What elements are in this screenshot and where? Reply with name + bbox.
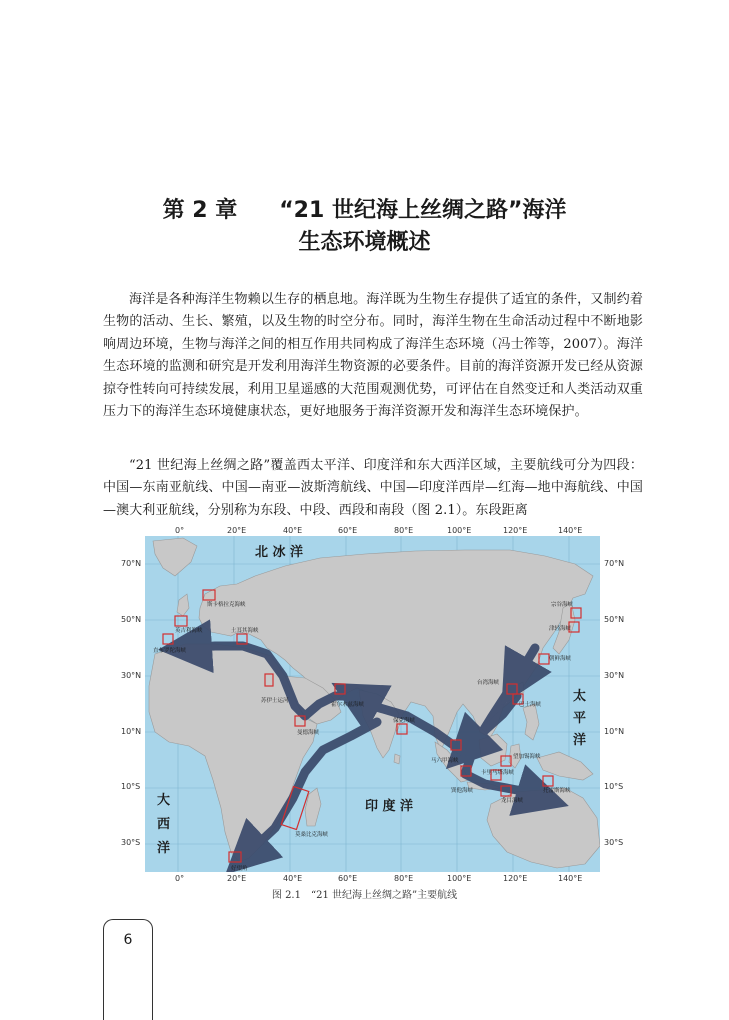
- lon-tick-top: 80°E: [394, 526, 414, 535]
- label-korea: 朝鲜海峡: [549, 656, 572, 662]
- label-hormuz: 霍尔木兹海峡: [331, 702, 365, 708]
- sri-lanka: [394, 754, 400, 764]
- label-bosphorus: 土耳其海峡: [231, 628, 259, 634]
- paragraph-2-text: “21 世纪海上丝绸之路”覆盖西太平洋、印度洋和东大西洋区域，主要航线可分为四段：中国—东南亚航线、中国—南亚—波斯湾航线、中国—印度洋西岸—红海—地中海航线、中国—澳大利亚航线，分别称为东段、中段、西段和南段（图 2.1）。东段距离: [103, 458, 643, 518]
- lon-tick-bottom: 60°E: [338, 874, 358, 883]
- label-mozambique: 莫桑比克海峡: [295, 832, 329, 838]
- label-torres: 托雷斯海峡: [543, 788, 571, 794]
- ocean-label-arctic: 北 冰 洋: [255, 545, 304, 560]
- madagascar: [305, 788, 321, 826]
- chapter-number: 第 2 章: [162, 198, 238, 223]
- lat-tick-left: 50°N: [121, 615, 142, 624]
- figure-caption: 图 2.1 “21 世纪海上丝绸之路”主要航线: [271, 890, 458, 901]
- lat-tick-right: 50°N: [604, 615, 625, 624]
- lat-tick-left: 10°S: [121, 782, 141, 791]
- chapter-title-text: “21 世纪海上丝绸之路”海洋: [279, 198, 567, 223]
- lon-tick-top: 0°: [175, 526, 185, 535]
- ocean-label-pacific-1: 太: [573, 689, 587, 704]
- chapter-title-line1: [0, 194, 729, 228]
- lat-tick-right: 30°S: [604, 838, 624, 847]
- label-tsugaru: 津轻海峡: [549, 626, 572, 632]
- philippines: [523, 704, 539, 740]
- ocean-label-atlantic-1: 大: [157, 793, 171, 808]
- route-map-figure: [145, 536, 600, 872]
- marker-english: [175, 616, 187, 626]
- lat-tick-left: 30°N: [121, 671, 142, 680]
- label-soya: 宗谷海峡: [551, 602, 574, 608]
- lon-tick-top: 100°E: [447, 526, 472, 535]
- ocean-label-indian: 印 度 洋: [365, 799, 414, 814]
- ocean-label-atlantic-3: 洋: [157, 841, 171, 856]
- label-taiwan: 台湾海峡: [477, 680, 500, 686]
- label-mandeb: 曼德海峡: [297, 730, 320, 736]
- lat-tick-left: 10°N: [121, 727, 142, 736]
- paragraph-1: [103, 289, 643, 423]
- label-lombok: 龙目海峡: [501, 798, 524, 804]
- lon-tick-top: 140°E: [558, 526, 583, 535]
- lon-tick-top: 20°E: [227, 526, 247, 535]
- lon-tick-top: 40°E: [283, 526, 303, 535]
- label-karimata: 卡里马塔海峡: [481, 770, 515, 776]
- label-makassar: 望加锡海峡: [513, 754, 541, 760]
- ocean-label-pacific-3: 洋: [573, 733, 587, 748]
- lat-tick-right: 30°N: [604, 671, 625, 680]
- chapter-title-line2: 生态环境概述: [298, 230, 431, 255]
- label-malacca: 马六甲海峡: [431, 758, 459, 764]
- label-gibraltar: 直布罗陀海峡: [153, 648, 187, 654]
- lat-tick-right: 10°N: [604, 727, 625, 736]
- label-palk: 保克海峡: [393, 718, 416, 724]
- lon-tick-bottom: 40°E: [283, 874, 303, 883]
- lat-tick-right: 70°N: [604, 559, 625, 568]
- page-number: 6: [123, 932, 133, 948]
- lon-tick-bottom: 100°E: [447, 874, 472, 883]
- paragraph-1-text: 海洋是各种海洋生物赖以生存的栖息地。海洋既为生物生存提供了适宜的条件，又制约着生物的活动、生长、繁殖，以及生物的时空分布。同时，海洋生物在生命活动过程中不断地影响周边环境，生物与海洋之间的相互作用共同构成了海洋生态环境（冯士筰等，2007）。海洋生态环境的监测和研究是开发利用海洋生物资源的必要条件。目前的海洋资源开发已经从资源掠夺性转向可持续发展，利用卫星遥感的大范围观测优势，可评估在自然变迁和人类活动双重压力下的海洋生态环境健康状态，更好地服务于海洋资源开发和海洋生态环境保护。: [103, 292, 643, 420]
- lat-tick-left: 30°S: [121, 838, 141, 847]
- label-goodhope: 好望角: [231, 866, 248, 872]
- lat-tick-left: 70°N: [121, 559, 142, 568]
- lon-tick-bottom: 120°E: [503, 874, 528, 883]
- lon-tick-top: 60°E: [338, 526, 358, 535]
- lon-tick-bottom: 80°E: [394, 874, 414, 883]
- marker-torres: [543, 776, 553, 786]
- ocean-label-pacific-2: 平: [573, 711, 587, 726]
- label-skagerrak: 斯卡格拉克海峡: [207, 602, 246, 608]
- label-bashi: 巴士海峡: [519, 702, 542, 708]
- paragraph-2: [103, 455, 643, 522]
- label-sunda: 巽他海峡: [451, 788, 474, 794]
- route-map: [145, 536, 600, 872]
- taiwan: [519, 682, 524, 694]
- label-suez: 苏伊士运河: [261, 698, 289, 704]
- lon-tick-top: 120°E: [503, 526, 528, 535]
- lon-tick-bottom: 140°E: [558, 874, 583, 883]
- british-isles: [177, 594, 189, 616]
- marker-gibraltar: [163, 634, 173, 644]
- lon-tick-bottom: 20°E: [227, 874, 247, 883]
- lat-tick-right: 10°S: [604, 782, 624, 791]
- ocean-label-atlantic-2: 西: [157, 817, 171, 832]
- lon-tick-bottom: 0°: [175, 874, 185, 883]
- greenland: [153, 538, 197, 576]
- label-english: 英吉利海峡: [175, 628, 203, 634]
